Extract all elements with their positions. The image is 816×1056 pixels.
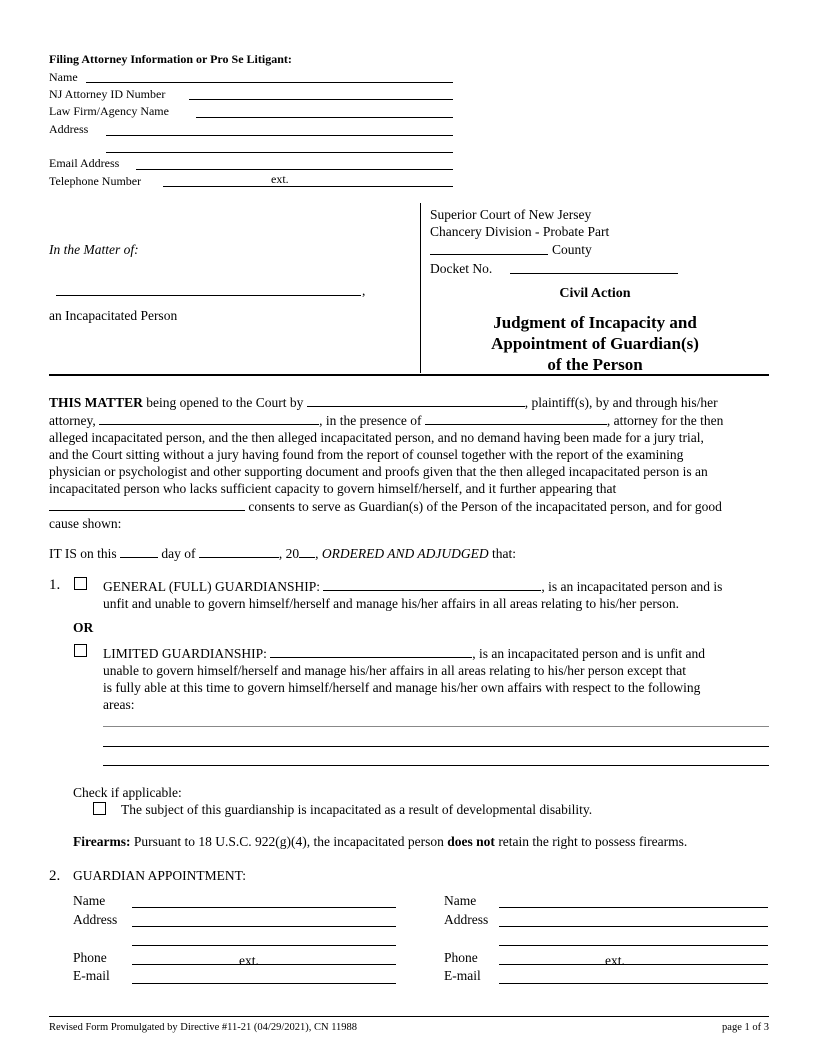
guardian2-address-field-1[interactable] xyxy=(499,926,768,927)
guardian2-name-field[interactable] xyxy=(499,907,768,908)
county-label: County xyxy=(552,242,592,257)
counsel-field[interactable] xyxy=(425,411,607,425)
guardian2-email-field[interactable] xyxy=(499,983,768,984)
guardian2-phone-field[interactable] xyxy=(499,964,768,965)
limited-text-d: areas: xyxy=(103,697,135,712)
attorney-field[interactable] xyxy=(99,411,319,425)
filing-address-field-1[interactable] xyxy=(106,135,453,136)
order-text-that: that: xyxy=(492,546,516,561)
guardian1-address-label: Address xyxy=(73,912,118,927)
guardian2-phone-label: Phone xyxy=(444,950,478,965)
filing-firm-field[interactable] xyxy=(196,117,453,118)
filing-name-label: Name xyxy=(49,70,78,84)
guardian1-phone-field[interactable] xyxy=(132,964,396,965)
order-day-field[interactable] xyxy=(120,544,158,558)
filing-name-field[interactable] xyxy=(86,82,453,83)
guardian2-address-label: Address xyxy=(444,912,489,927)
order-text-a: IT IS on this xyxy=(49,546,117,561)
matter-name-field[interactable] xyxy=(56,295,361,296)
firearms-text-a: Pursuant to 18 U.S.C. 922(g)(4), the incapacitated person xyxy=(133,834,444,849)
or-label: OR xyxy=(73,620,94,635)
footer-page-number: page 1 of 3 xyxy=(722,1022,769,1033)
guardian2-name-label: Name xyxy=(444,893,477,908)
filing-phone-label: Telephone Number xyxy=(49,174,142,188)
body-text-1a: being opened to the Court by xyxy=(146,395,304,410)
firearms-label: Firearms: xyxy=(73,834,131,849)
general-text-b: unfit and unable to govern himself/herself and manage his/her affairs in all areas relating to his/her person. xyxy=(103,596,679,611)
this-matter-label: THIS MATTER xyxy=(49,395,143,410)
filing-attorney-id-label: NJ Attorney ID Number xyxy=(49,87,166,101)
limited-areas-line-2[interactable] xyxy=(103,746,769,747)
limited-areas-line-1[interactable] xyxy=(103,726,769,727)
body-text-7: consents to serve as Guardian(s) of the Person of the incapacitated person, and for good xyxy=(248,499,722,514)
filing-heading: Filing Attorney Information or Pro Se Litigant: xyxy=(49,52,292,66)
firearms-does-not: does not xyxy=(447,834,495,849)
guardian2-address-field-2[interactable] xyxy=(499,945,768,946)
matter-label: In the Matter of: xyxy=(49,242,139,257)
caption-bottom-rule xyxy=(49,374,769,376)
order-month-field[interactable] xyxy=(199,544,279,558)
title-line-3: of the Person xyxy=(547,355,643,374)
docket-field[interactable] xyxy=(510,273,678,274)
plaintiff-field[interactable] xyxy=(307,393,525,407)
general-person-field[interactable] xyxy=(323,577,541,591)
civil-action-label: Civil Action xyxy=(559,286,631,301)
general-text-a: , is an incapacitated person and is xyxy=(541,579,723,594)
limited-guardianship-checkbox[interactable] xyxy=(74,644,87,657)
order-year-field[interactable] xyxy=(299,544,315,558)
body-text-2a: attorney, xyxy=(49,413,96,428)
guardian1-address-field-1[interactable] xyxy=(132,926,396,927)
filing-phone-field[interactable] xyxy=(163,186,453,187)
title-line-2: Appointment of Guardian(s) xyxy=(491,334,699,353)
guardian1-email-field[interactable] xyxy=(132,983,396,984)
order-text-b: day of xyxy=(161,546,196,561)
filing-email-label: Email Address xyxy=(49,156,120,170)
limited-text-a: , is an incapacitated person and is unfit and xyxy=(472,646,706,661)
filing-ext-label: ext. xyxy=(271,172,289,186)
order-text-d: , xyxy=(315,546,319,561)
body-text-3: alleged incapacitated person, and the then alleged incapacitated person, and no demand having been made for a jury trial, xyxy=(49,430,704,445)
body-text-6: incapacitated person who lacks sufficient capacity to govern himself/herself, and it further appearing that xyxy=(49,481,617,496)
guardian1-email-label: E-mail xyxy=(73,968,110,983)
guardian2-email-label: E-mail xyxy=(444,968,481,983)
guardian-appointment-heading: GUARDIAN APPOINTMENT: xyxy=(73,868,246,883)
footer-revised: Revised Form Promulgated by Directive #11-21 (04/29/2021), CN 11988 xyxy=(49,1022,358,1033)
body-paragraph xyxy=(49,393,769,532)
guardian1-address-field-2[interactable] xyxy=(132,945,396,946)
item1-number: 1. xyxy=(49,577,61,593)
guardian2-ext-label: ext. xyxy=(605,953,625,968)
incapacitated-person-label: an Incapacitated Person xyxy=(49,308,178,323)
footer-rule xyxy=(49,1016,769,1017)
limited-text-b: unable to govern himself/herself and manage his/her affairs in all areas relating to his/her person except that xyxy=(103,663,687,678)
filing-attorney-id-field[interactable] xyxy=(189,99,453,100)
guardian1-name-field[interactable] xyxy=(132,907,396,908)
guardian1-ext-label: ext. xyxy=(239,953,259,968)
body-text-4: and the Court sitting without a jury having found from the report of counsel together with the report of the examining xyxy=(49,447,684,462)
limited-label: LIMITED GUARDIANSHIP: xyxy=(103,646,267,661)
filing-firm-label: Law Firm/Agency Name xyxy=(49,104,169,118)
body-text-2c: , attorney for the then xyxy=(606,413,724,428)
firearms-line xyxy=(73,833,687,850)
item2-number: 2. xyxy=(49,868,61,884)
filing-address-label: Address xyxy=(49,122,89,136)
general-guardianship-text xyxy=(103,577,722,612)
limited-person-field[interactable] xyxy=(270,644,472,658)
document-title xyxy=(420,312,770,375)
body-text-8: cause shown: xyxy=(49,516,122,531)
order-date-line xyxy=(49,544,516,562)
limited-guardianship-text xyxy=(103,644,705,713)
matter-comma: , xyxy=(362,283,366,298)
county-field[interactable] xyxy=(430,254,548,255)
developmental-disability-label: The subject of this guardianship is incapacitated as a result of developmental disability. xyxy=(121,802,593,817)
limited-areas-line-3[interactable] xyxy=(103,765,769,766)
general-label: GENERAL (FULL) GUARDIANSHIP: xyxy=(103,579,320,594)
title-line-1: Judgment of Incapacity and xyxy=(493,313,697,332)
guardian1-name-label: Name xyxy=(73,893,106,908)
order-text-c: , 20 xyxy=(278,546,300,561)
guardian-consent-field[interactable] xyxy=(49,497,245,511)
guardian1-phone-label: Phone xyxy=(73,950,107,965)
court-name: Superior Court of New Jersey xyxy=(430,207,592,222)
limited-text-c: is fully able at this time to govern himself/herself and manage his/her own affairs with respect to the following xyxy=(103,680,701,695)
ordered-adjudged: ORDERED AND ADJUDGED xyxy=(321,546,489,561)
developmental-disability-checkbox[interactable] xyxy=(93,802,106,815)
general-guardianship-checkbox[interactable] xyxy=(74,577,87,590)
body-text-5: physician or psychologist and other supporting document and proofs given that the then alleged incapacitated person is an xyxy=(49,464,708,479)
docket-label: Docket No. xyxy=(430,261,493,276)
firearms-text-b: retain the right to possess firearms. xyxy=(498,834,688,849)
court-division: Chancery Division - Probate Part xyxy=(430,224,610,239)
body-text-2b: , in the presence of xyxy=(319,413,422,428)
filing-address-field-2[interactable] xyxy=(106,152,453,153)
check-applicable-label: Check if applicable: xyxy=(73,785,182,800)
filing-email-field[interactable] xyxy=(136,169,453,170)
body-text-1b: , plaintiff(s), by and through his/her xyxy=(524,395,718,410)
